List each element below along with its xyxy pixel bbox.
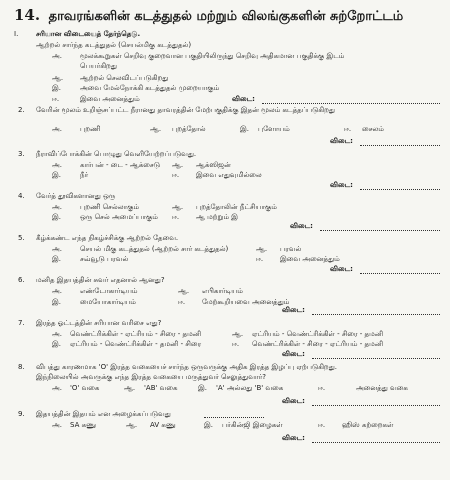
q4-opt-d-marker: ஈ. <box>172 213 180 221</box>
q3-opt-a: கார்பன் - டை - ஆக்சைடு <box>80 161 161 169</box>
q7-opt-c-marker: இ. <box>52 340 62 348</box>
q4-opt-b: புறத்தோலின் நீட்சியாகும் <box>196 203 277 211</box>
question-9-text: இதயத்தின் இதயம் என அழைக்கப்படுவது <box>36 410 171 418</box>
q6-answer-line <box>312 314 440 315</box>
question-2-number: 2. <box>18 106 25 114</box>
question-4-number: 4. <box>18 192 25 200</box>
q2-opt-b-marker: ஆ. <box>150 125 162 133</box>
q9-opt-b-marker: ஆ. <box>126 421 138 429</box>
q2-opt-a-marker: அ. <box>52 125 63 133</box>
q7-answer-label: விடை: <box>282 350 305 358</box>
q6-opt-c-marker: இ. <box>52 298 62 306</box>
q2-opt-d-marker: ஈ. <box>344 125 352 133</box>
section-instruction: சரியான விடையைத் தேர்ந்தெடு. <box>36 30 141 38</box>
q3-opt-c: நீர் <box>80 171 89 179</box>
q6-opt-d: மேற்கூறியவை அனைத்தும் <box>202 298 290 306</box>
question-8-text: விபத்து காரணமாக 'O' இரத்த வகையைச் சார்ந்த ஒருவருக்கு அதிக இரத்த இழப்பு ஏற்படுகிறது. <box>36 363 337 371</box>
q5-opt-a-marker: அ. <box>52 245 63 253</box>
q2-answer-label: விடை: <box>330 137 353 145</box>
q7-opt-b: ஏட்ரியம் - வெண்ட்ரிக்கிள் - சிரை - தமனி <box>252 330 384 338</box>
q5-answer-line <box>360 273 440 274</box>
question-6-text: மனித இதயத்தின் சுவர் எதனால் ஆனது? <box>36 276 165 284</box>
q7-opt-c: ஏட்ரியம் - வெண்ட்ரிக்கிள் - தமனி - சிரை <box>70 340 202 348</box>
q4-opt-b-marker: ஆ. <box>172 203 184 211</box>
q7-opt-d: வெண்ட்ரிக்கிள் - சிரை - ஏட்ரியம் - தமனி <box>252 340 384 348</box>
q6-opt-b-marker: ஆ. <box>178 287 190 295</box>
q3-opt-b-marker: ஆ. <box>172 161 184 169</box>
q5-opt-b-marker: ஆ. <box>256 245 268 253</box>
question-5-number: 5. <box>18 234 25 242</box>
q9-opt-a-marker: அ. <box>52 421 63 429</box>
q3-opt-c-marker: இ. <box>52 171 62 179</box>
q1-opt-a-marker: அ. <box>52 52 63 60</box>
q1-opt-b: ஆற்றல் செலவிடப்படுகிறது <box>80 74 169 82</box>
q5-opt-a: செயல் மிகு கடத்துதல் (ஆற்றல் சார் கடத்துதல்) <box>80 245 229 253</box>
q5-opt-d: இவை அனைத்தும் <box>280 255 340 263</box>
q5-opt-d-marker: ஈ. <box>256 255 264 263</box>
question-3-text: நீராவிப்போக்கின் பொழுது வெளியேற்றப்படுவது. <box>36 150 197 158</box>
q1-opt-a: மூலக்கூறுகள் செறிவு குறைவான பகுதியிலிருந்து செறிவு அதிகமான பகுதிக்கு இடம் <box>80 52 345 60</box>
q6-opt-a-marker: அ. <box>52 287 63 295</box>
q8-opt-d-marker: ஈ. <box>318 384 326 392</box>
q4-opt-a: புறணி செல்லாகும் <box>80 203 140 211</box>
question-8-number: 8. <box>18 363 25 371</box>
q5-answer-label: விடை: <box>330 265 353 273</box>
q5-opt-c-marker: இ. <box>52 255 62 263</box>
q9-opt-c-marker: இ. <box>204 421 214 429</box>
q8-opt-c: 'A' அல்லது 'B' வகை <box>216 384 284 392</box>
question-5-text: கீழ்க்கண்ட எந்த நிகழ்ச்சிக்கு ஆற்றல் தேவை. <box>36 234 179 242</box>
q2-opt-b: புறத்தோல் <box>172 125 206 133</box>
section-number: I. <box>14 30 19 38</box>
q1-answer-label: விடை: <box>232 95 255 103</box>
q4-answer-label: விடை: <box>290 222 313 230</box>
q6-answer-label: விடை: <box>282 306 305 314</box>
question-8-text-cont: இந்நிலையில் அவருக்கு எந்த இரத்த வகையை மருத்துவர் செலுத்துவார்? <box>36 373 266 381</box>
question-7-text: இரத்த ஓட்டத்தின் சரியான வரிசை எது? <box>36 319 162 327</box>
question-9-number: 9. <box>18 410 25 418</box>
q3-opt-a-marker: அ. <box>52 161 63 169</box>
q9-answer-line <box>312 442 440 443</box>
q4-answer-line <box>320 230 440 231</box>
q7-opt-a: வெண்ட்ரிக்கிள் - ஏட்ரியம் - சிரை - தமனி <box>70 330 202 338</box>
q8-opt-b: 'AB' வகை <box>144 384 178 392</box>
q3-opt-b: ஆக்ஸிஜன் <box>196 161 231 169</box>
q2-opt-c-marker: இ. <box>240 125 250 133</box>
question-6-number: 6. <box>18 276 25 284</box>
q6-opt-b: எபிகார்டியம் <box>202 287 243 295</box>
q3-opt-d-marker: ஈ. <box>172 171 180 179</box>
q9-answer-label: விடை: <box>282 434 305 442</box>
q7-opt-b-marker: ஆ. <box>232 330 244 338</box>
q5-opt-b: பரவல் <box>280 245 302 253</box>
q4-opt-d: ஆ மற்றும் இ <box>196 213 238 221</box>
q4-opt-c-marker: இ. <box>52 213 62 221</box>
q9-blank-line <box>204 417 264 418</box>
q1-opt-d-marker: ஈ. <box>52 95 60 103</box>
q8-opt-a: 'O' வகை <box>70 384 100 392</box>
q9-opt-d-marker: ஈ. <box>318 421 326 429</box>
q6-opt-a: எண்டோகார்டியம் <box>80 287 138 295</box>
q9-opt-b: AV கணு <box>150 421 176 429</box>
q1-opt-c: அவை மேல்நோக்கி கடத்துதல் முறையாகும் <box>80 84 220 92</box>
q1-opt-d: இவை அனைத்தும் <box>80 95 140 103</box>
q4-opt-c: ஒரு செல் அமைப்பாகும் <box>80 213 158 221</box>
q8-answer-label: விடை: <box>282 397 305 405</box>
q3-opt-d: இவை எதுவுமில்லை <box>196 171 262 179</box>
q2-answer-line <box>360 145 440 146</box>
q7-opt-a-marker: அ. <box>52 330 63 338</box>
q8-opt-a-marker: அ. <box>52 384 63 392</box>
q2-opt-a: புறணி <box>80 125 101 133</box>
q7-opt-d-marker: ஈ. <box>232 340 240 348</box>
chapter-title <box>14 6 403 25</box>
q1-opt-b-marker: ஆ. <box>52 74 64 82</box>
q6-opt-d-marker: ஈ. <box>178 298 186 306</box>
q8-answer-line <box>312 405 440 406</box>
q1-answer-line <box>262 103 440 104</box>
question-7-number: 7. <box>18 319 25 327</box>
q3-answer-label: விடை: <box>330 181 353 189</box>
chapter-number: 14. <box>14 6 41 24</box>
q3-answer-line <box>360 189 440 190</box>
chapter-title-text: தாவரங்களின் கடத்துதல் மற்றும் விலங்குகளின் சுற்றோட்டம் <box>48 9 404 24</box>
q8-opt-b-marker: ஆ. <box>124 384 136 392</box>
q6-opt-c: மையோகார்டியம் <box>80 298 136 306</box>
question-4-text: வேர்த் தூவிகளானது ஒரு <box>36 192 116 200</box>
q2-opt-c: புளோயம் <box>258 125 290 133</box>
q1-opt-c-marker: இ. <box>52 84 62 92</box>
q4-opt-a-marker: அ. <box>52 203 63 211</box>
q9-opt-d: ஹிஸ் கற்றைகள் <box>342 421 394 429</box>
question-2-text: வேரின் மூலம் உறிஞ்சப்பட்ட நீரானது தாவரத்தின் மேற்பகுதிக்கு இதன் மூலம் கடத்தப்படுகிறது <box>36 106 335 114</box>
q8-opt-c-marker: இ. <box>198 384 208 392</box>
q9-opt-c: பர்கின்ஜி இழைகள் <box>222 421 283 429</box>
question-1-text: ஆற்றல் சார்ந்த கடத்துதல் (செயல்மிகு கடத்துதல்) <box>36 41 192 49</box>
q1-opt-a-cont: பெயர்கிறது <box>80 62 117 70</box>
q8-opt-d: அனைத்து வகை <box>356 384 408 392</box>
q5-opt-c: சவ்வூடு பரவல் <box>80 255 129 263</box>
q7-answer-line <box>312 358 440 359</box>
q9-opt-a: SA கணு <box>70 421 96 429</box>
question-3-number: 3. <box>18 150 25 158</box>
q2-opt-d: சைலம் <box>362 125 384 133</box>
